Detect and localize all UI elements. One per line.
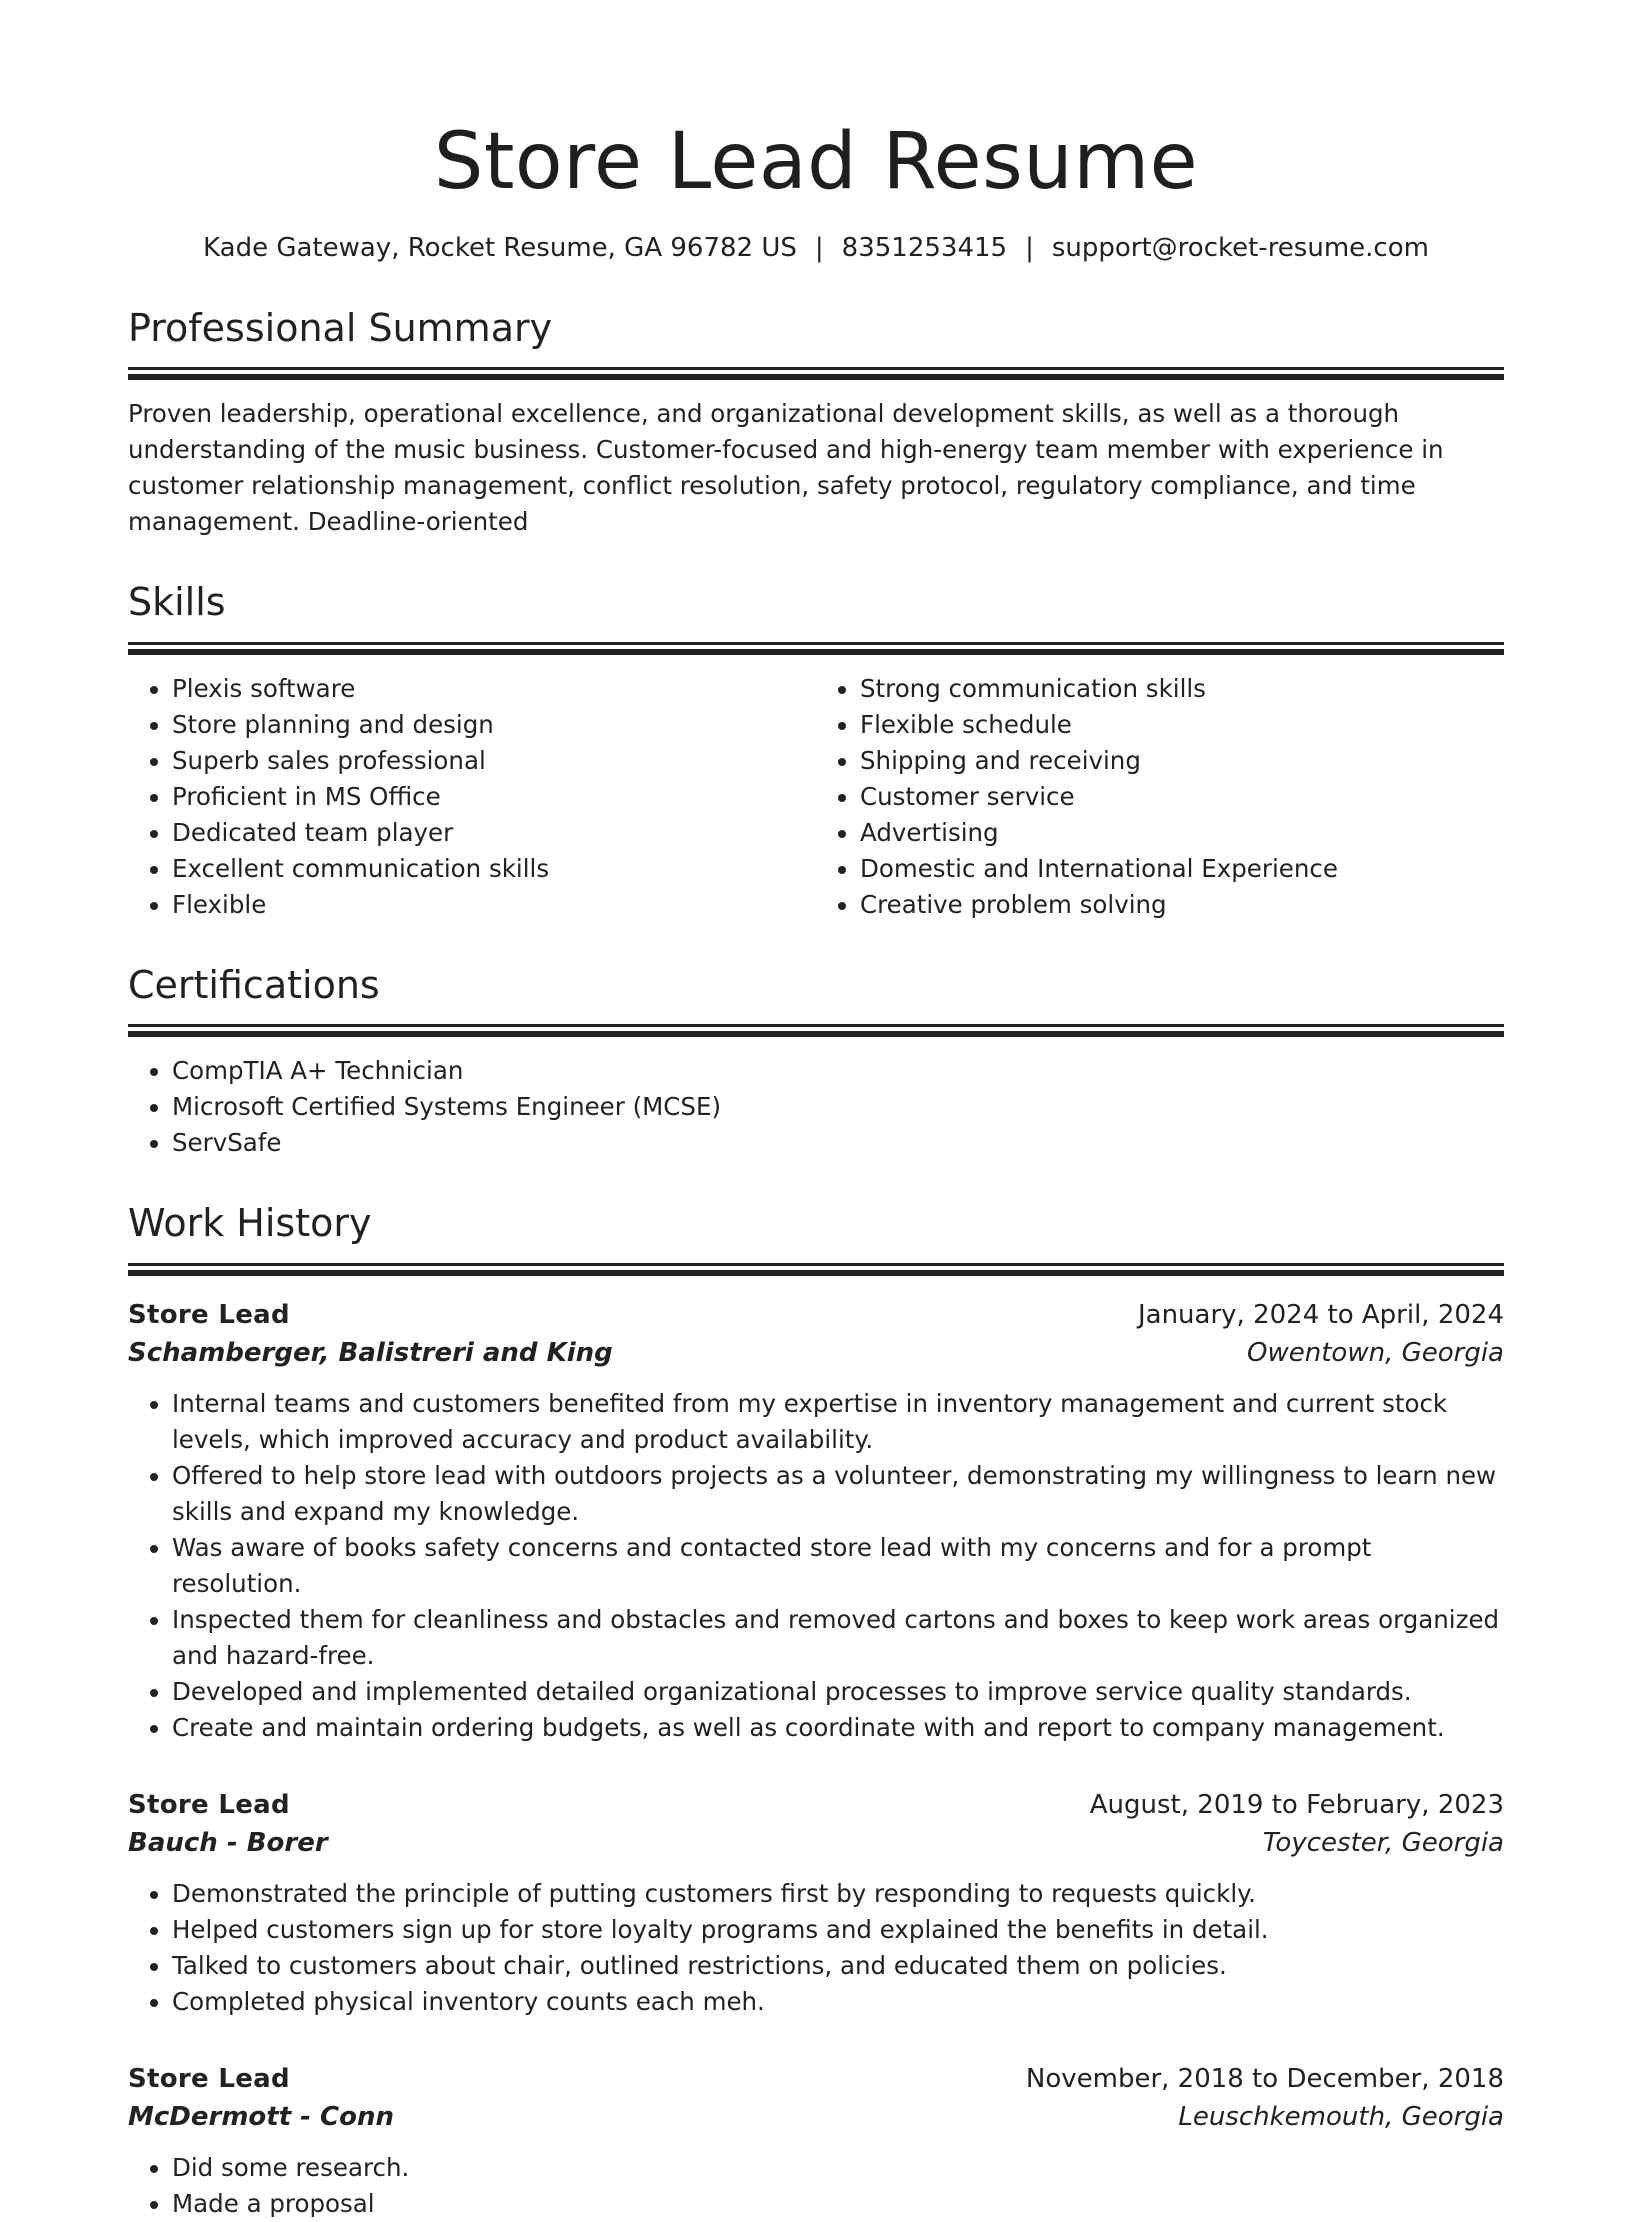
job-bullet: • Completed physical inventory counts each meh. (172, 1984, 1504, 2020)
job-company-row (128, 1824, 1504, 1862)
skill-item: • Flexible (172, 887, 816, 923)
skill-item: • Domestic and International Experience (860, 851, 1504, 887)
section-title-certifications: Certifications (128, 962, 380, 1007)
job-title: Store Lead (128, 1299, 290, 1330)
certifications-section (128, 963, 1504, 1162)
job-company: Schamberger, Balistreri and King (128, 1337, 613, 1368)
certification-item: • ServSafe (172, 1125, 1504, 1161)
skill-item: • Dedicated team player (172, 815, 816, 851)
job-dates: August, 2019 to February, 2023 (1089, 1789, 1504, 1820)
skills-list-left (128, 671, 816, 923)
skill-item: • Creative problem solving (860, 887, 1504, 923)
job-title: Store Lead (128, 2063, 290, 2094)
job-company: McDermott - Conn (128, 2101, 394, 2132)
skill-item: • Superb sales professional (172, 743, 816, 779)
contact-address: Kade Gateway, Rocket Resume, GA 96782 US (203, 232, 797, 263)
job-header-row (128, 2060, 1504, 2098)
section-divider (128, 1263, 1504, 1266)
job-bullet: • Developed and implemented detailed organizational processes to improve service quality standards. (172, 1674, 1504, 1710)
section-title-work-history: Work History (128, 1201, 372, 1246)
job-header-row (128, 1296, 1504, 1334)
contact-phone: 8351253415 (841, 232, 1008, 263)
summary-section (128, 306, 1504, 541)
skill-item: • Proficient in MS Office (172, 779, 816, 815)
skills-section (128, 580, 1504, 923)
job-bullets (128, 2150, 1504, 2222)
job-bullet: • Offered to help store lead with outdoors projects as a volunteer, demonstrating my willingness to learn new skills and expand my knowledge. (172, 1458, 1504, 1530)
skill-item: • Shipping and receiving (860, 743, 1504, 779)
job-bullet: • Demonstrated the principle of putting customers first by responding to requests quickly. (172, 1876, 1504, 1912)
skill-item: • Plexis software (172, 671, 816, 707)
section-divider (128, 367, 1504, 370)
contact-line (128, 232, 1504, 266)
summary-text: Proven leadership, operational excellence, and organizational development skills, as well as a thorough understanding of the music business. Customer-focused and high-energy team member with experience in customer relationship management, conflict resolution, safety protocol, regulatory compliance, and time management. Deadline-oriented (128, 399, 1444, 537)
section-divider (128, 642, 1504, 645)
job-location: Leuschkemouth, Georgia (1178, 2101, 1504, 2132)
job-bullet: • Did some research. (172, 2150, 1504, 2186)
job-dates: January, 2024 to April, 2024 (1137, 1299, 1504, 1330)
skills-list-right (816, 671, 1504, 923)
job-bullet: • Inspected them for cleanliness and obstacles and removed cartons and boxes to keep work areas organized and hazard-free. (172, 1602, 1504, 1674)
skill-item: • Flexible schedule (860, 707, 1504, 743)
section-title-skills: Skills (128, 580, 226, 625)
skills-grid (128, 671, 1504, 923)
job-bullet: • Internal teams and customers benefited from my expertise in inventory management and current stock levels, which improved accuracy and product availability. (172, 1386, 1504, 1458)
job-entry (128, 1296, 1504, 1746)
job-bullet: • Create and maintain ordering budgets, as well as coordinate with and report to company management. (172, 1710, 1504, 1746)
skill-item: • Excellent communication skills (172, 851, 816, 887)
skill-item: • Store planning and design (172, 707, 816, 743)
skill-item: • Advertising (860, 815, 1504, 851)
job-title: Store Lead (128, 1789, 290, 1820)
job-bullet: • Talked to customers about chair, outlined restrictions, and educated them on policies. (172, 1948, 1504, 1984)
job-location: Toycester, Georgia (1262, 1827, 1504, 1858)
job-header-row (128, 1786, 1504, 1824)
skill-item: • Customer service (860, 779, 1504, 815)
job-bullet: • Made a proposal (172, 2186, 1504, 2222)
section-divider (128, 1024, 1504, 1027)
contact-separator: | (814, 232, 824, 263)
contact-separator: | (1025, 232, 1034, 263)
certifications-list (128, 1053, 1504, 1161)
job-bullet: • Was aware of books safety concerns and contacted store lead with my concerns and for a prompt resolution. (172, 1530, 1504, 1602)
job-company: Bauch - Borer (128, 1827, 328, 1858)
job-entry (128, 2060, 1504, 2222)
skill-item: • Strong communication skills (860, 671, 1504, 707)
certification-item: • Microsoft Certified Systems Engineer (MCSE) (172, 1089, 1504, 1125)
job-dates: November, 2018 to December, 2018 (1025, 2063, 1504, 2094)
job-company-row (128, 1334, 1504, 1372)
work-history-section (128, 1201, 1504, 2222)
contact-email: support@rocket-resume.com (1051, 232, 1429, 263)
job-entry (128, 1786, 1504, 2020)
job-bullet: • Helped customers sign up for store loyalty programs and explained the benefits in detail. (172, 1912, 1504, 1948)
job-bullets (128, 1876, 1504, 2020)
certification-item: • CompTIA A+ Technician (172, 1053, 1504, 1089)
resume-title: Store Lead Resume (433, 117, 1199, 207)
job-company-row (128, 2098, 1504, 2136)
section-title-summary: Professional Summary (128, 305, 553, 350)
job-bullets (128, 1386, 1504, 1746)
job-location: Owentown, Georgia (1247, 1337, 1504, 1368)
